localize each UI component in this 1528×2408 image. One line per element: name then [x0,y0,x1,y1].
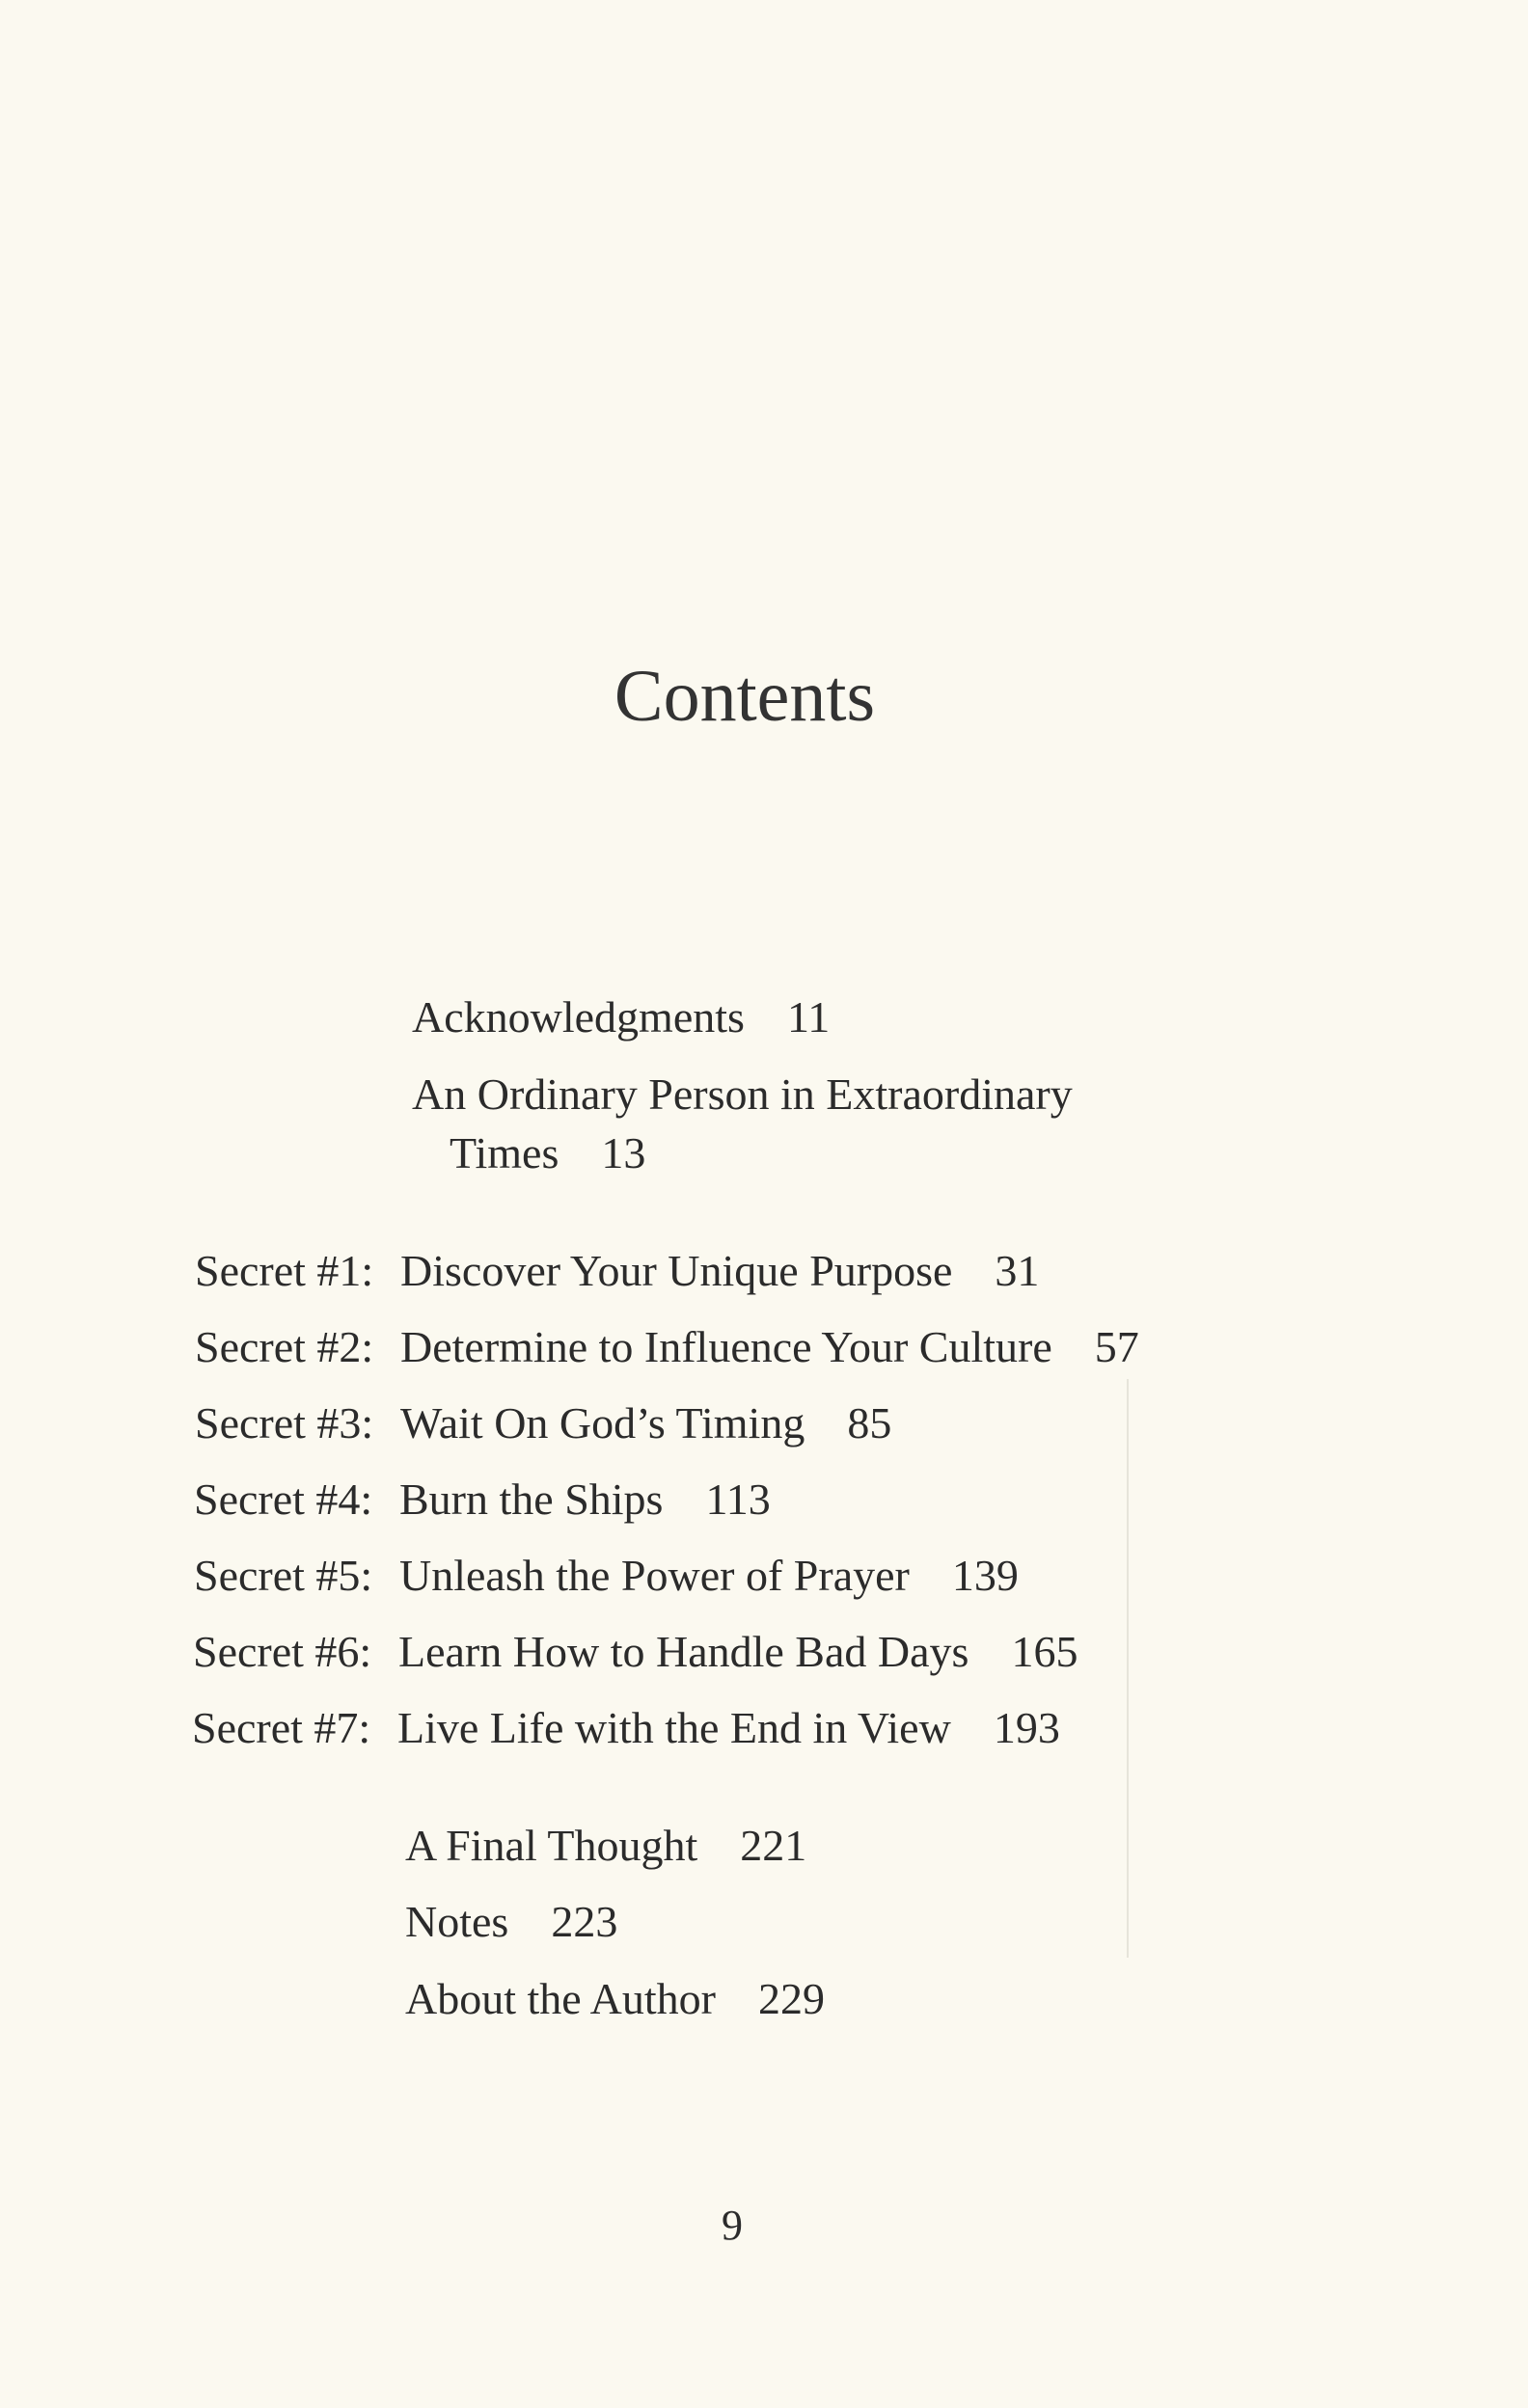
toc-entry-ordinary-person-cont [450,1126,645,1180]
entry-page: 165 [1011,1627,1078,1676]
entry-page: 113 [705,1475,771,1524]
entry-title: Acknowledgments [412,992,745,1042]
entry-page: 193 [993,1703,1060,1752]
toc-entry-ordinary-person [412,1068,1073,1122]
secret-label: Secret #3: [195,1398,374,1448]
entry-page: 11 [786,992,831,1042]
entry-page: 229 [757,1974,825,2023]
secret-label: Secret #1: [195,1246,374,1295]
entry-title: Live Life with the End in View [397,1703,951,1752]
entry-page: 13 [601,1128,646,1177]
entry-title: Notes [405,1897,509,1946]
toc-entry-acknowledgments [412,990,830,1044]
entry-page: 139 [951,1551,1019,1600]
secret-label: Secret #5: [194,1551,373,1600]
page-crease [1127,1379,1129,1958]
entry-title: Wait On God’s Timing [400,1398,805,1448]
toc-entry-notes [405,1895,617,1949]
toc-entry-secret-5 [194,1549,1019,1603]
page-number: 9 [722,2202,743,2249]
toc-entry-final-thought [405,1819,806,1873]
entry-title: Burn the Ships [399,1475,664,1524]
entry-page: 57 [1094,1322,1139,1371]
entry-title: About the Author [405,1974,716,2023]
entry-title: Determine to Influence Your Culture [400,1322,1052,1371]
entry-title: Discover Your Unique Purpose [400,1246,953,1295]
entry-title-line2: Times [450,1128,559,1177]
toc-entry-secret-2 [195,1320,1139,1374]
toc-entry-about-author [405,1972,825,2026]
toc-entry-secret-7 [192,1701,1060,1755]
page-title: Contents [614,656,876,737]
entry-page: 85 [847,1398,892,1448]
toc-entry-secret-3 [195,1396,891,1450]
toc-entry-secret-1 [195,1244,1039,1298]
entry-title-line1: An Ordinary Person in Extraordinary [412,1069,1073,1119]
toc-entry-secret-4 [194,1473,771,1527]
secret-label: Secret #2: [195,1322,374,1371]
entry-page: 223 [551,1897,618,1946]
secret-label: Secret #4: [194,1475,373,1524]
entry-title: Learn How to Handle Bad Days [398,1627,969,1676]
secret-label: Secret #6: [193,1627,372,1676]
entry-title: A Final Thought [405,1821,698,1870]
entry-page: 31 [995,1246,1040,1295]
secret-label: Secret #7: [192,1703,371,1752]
toc-entry-secret-6 [193,1625,1078,1679]
entry-page: 221 [740,1821,807,1870]
entry-title: Unleash the Power of Prayer [399,1551,910,1600]
